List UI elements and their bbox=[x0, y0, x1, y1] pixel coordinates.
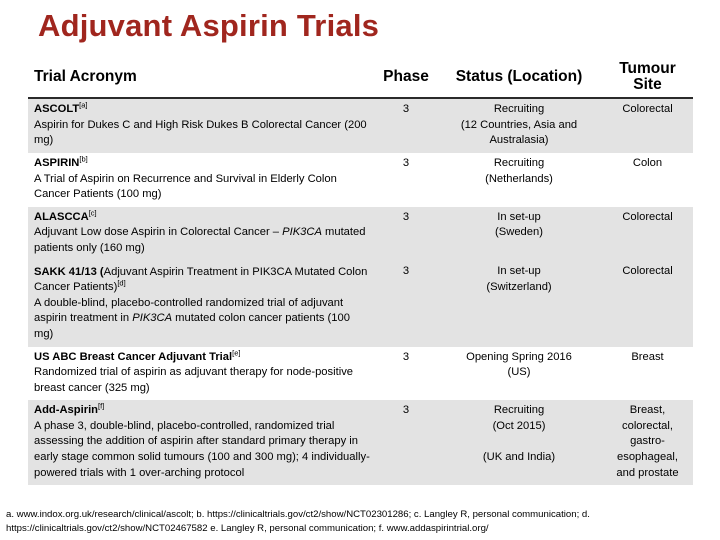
site-value: Colorectal bbox=[622, 265, 673, 278]
status-text: Recruiting bbox=[493, 156, 545, 169]
desc-part: mutated colon cancer patients (100 mg) bbox=[34, 312, 350, 340]
page-title: Adjuvant Aspirin Trials bbox=[38, 8, 380, 43]
location-text: (Switzerland) bbox=[486, 280, 552, 293]
trial-ref: [d] bbox=[117, 278, 126, 288]
header-phase: Phase bbox=[376, 57, 436, 98]
location-text: (UK and India) bbox=[482, 451, 556, 464]
location-text: (Netherlands) bbox=[485, 172, 553, 185]
trial-description bbox=[34, 225, 372, 256]
site-value: Colorectal bbox=[622, 210, 673, 223]
status-cell bbox=[436, 98, 602, 153]
trial-title: Adjuvant Aspirin Treatment in PIK3CA Mutated Colon Cancer Patients) bbox=[34, 265, 368, 294]
site-cell: Colon bbox=[632, 156, 663, 169]
site-cell: Colorectal bbox=[602, 98, 693, 153]
phase-value: 3 bbox=[402, 265, 410, 278]
table-row-ascolt bbox=[28, 98, 693, 153]
status-date: (Oct 2015) bbox=[492, 419, 546, 432]
trial-ref: [e] bbox=[232, 347, 241, 357]
trial-acronym: ASPIRIN bbox=[34, 156, 80, 169]
location-text: (Sweden) bbox=[495, 226, 543, 239]
desc-part: Adjuvant Low dose Aspirin in Colorectal Cancer – bbox=[34, 226, 283, 239]
phase-cell bbox=[376, 207, 436, 347]
trial-cell bbox=[28, 400, 376, 485]
table-row-alascca-sakk bbox=[28, 207, 693, 347]
trials-table bbox=[28, 57, 693, 485]
site-cell: Breast bbox=[631, 350, 664, 363]
status-text: In set-up bbox=[497, 210, 541, 223]
trial-description: A Trial of Aspirin on Recurrence and Survival in Elderly Colon Cancer Patients (100 mg) bbox=[34, 172, 337, 201]
status-cell bbox=[436, 400, 602, 485]
trial-acronym: US ABC Breast Cancer Adjuvant Trial bbox=[34, 350, 233, 363]
trial-cell bbox=[28, 347, 376, 401]
trial-description: A phase 3, double-blind, placebo-controlled, randomized trial assessing the addition of aspirin after standard primary therapy in early stage common solid tumours (100 and 300 mg); 4 individually-powered trials with 1 over-arching protocol bbox=[34, 419, 370, 479]
status-text: Recruiting bbox=[493, 404, 545, 417]
status-text: Opening Spring 2016 bbox=[466, 350, 572, 363]
site-cell: Breast, colorectal, gastro-esophageal, and prostate bbox=[602, 400, 693, 485]
location-text: (12 Countries, Asia and Australasia) bbox=[460, 118, 578, 147]
trial-ref: [c] bbox=[88, 208, 97, 218]
trial-acronym: ASCOLT bbox=[34, 103, 80, 116]
trial-cell bbox=[28, 98, 376, 153]
header-status: Status (Location) bbox=[436, 57, 602, 98]
gene-name: PIK3CA bbox=[132, 312, 173, 325]
trial-acronym: SAKK 41/13 ( bbox=[34, 265, 104, 278]
phase-cell: 3 bbox=[376, 98, 436, 153]
trial-acronym: Add-Aspirin bbox=[34, 404, 99, 417]
status-cell bbox=[436, 347, 602, 401]
footnote: a. www.indox.org.uk/research/clinical/ascolt; b. https://clinicaltrials.gov/ct2/show/NCT02301286; c. Langley R, personal communication; d. https://clinicaltrials.gov/ct2/show/NCT02467582 e. Langley R, personal communication; f. www.addaspirintrial.org/ bbox=[6, 509, 590, 534]
phase-value: 3 bbox=[402, 210, 410, 223]
table-row-aspirin bbox=[28, 153, 693, 207]
desc-part: A double-blind, placebo-controlled randomized trial of adjuvant aspirin treatment in bbox=[34, 296, 344, 325]
phase-cell: 3 bbox=[402, 350, 410, 363]
status-cell bbox=[436, 153, 602, 207]
location-text: (US) bbox=[507, 366, 531, 379]
table-row-add-aspirin bbox=[28, 400, 693, 485]
trial-ref: [b] bbox=[79, 154, 88, 164]
header-tumour-site: Tumour Site bbox=[602, 57, 693, 98]
trial-description: Aspirin for Dukes C and High Risk Dukes B Colorectal Cancer (200 mg) bbox=[34, 118, 367, 147]
gene-name: PIK3CA bbox=[282, 226, 322, 239]
table-row-us-abc bbox=[28, 347, 693, 401]
status-text: Recruiting bbox=[493, 103, 545, 116]
table-header-row bbox=[28, 57, 693, 98]
status-cell bbox=[436, 207, 602, 347]
trial-description bbox=[34, 296, 372, 343]
trial-cell bbox=[28, 153, 376, 207]
status-text: In set-up bbox=[497, 265, 541, 278]
header-trial-acronym: Trial Acronym bbox=[28, 57, 376, 98]
trial-acronym: ALASCCA bbox=[34, 210, 89, 223]
trial-ref: [a] bbox=[79, 100, 88, 110]
trial-cell bbox=[28, 207, 376, 347]
phase-cell: 3 bbox=[376, 400, 436, 485]
site-cell bbox=[602, 207, 693, 347]
trial-description: Randomized trial of aspirin as adjuvant therapy for node-positive breast cancer (325 mg) bbox=[34, 366, 354, 394]
trial-ref: [f] bbox=[98, 401, 105, 411]
phase-cell: 3 bbox=[402, 156, 410, 169]
desc-part: mutated patients only (160 mg) bbox=[34, 226, 366, 254]
